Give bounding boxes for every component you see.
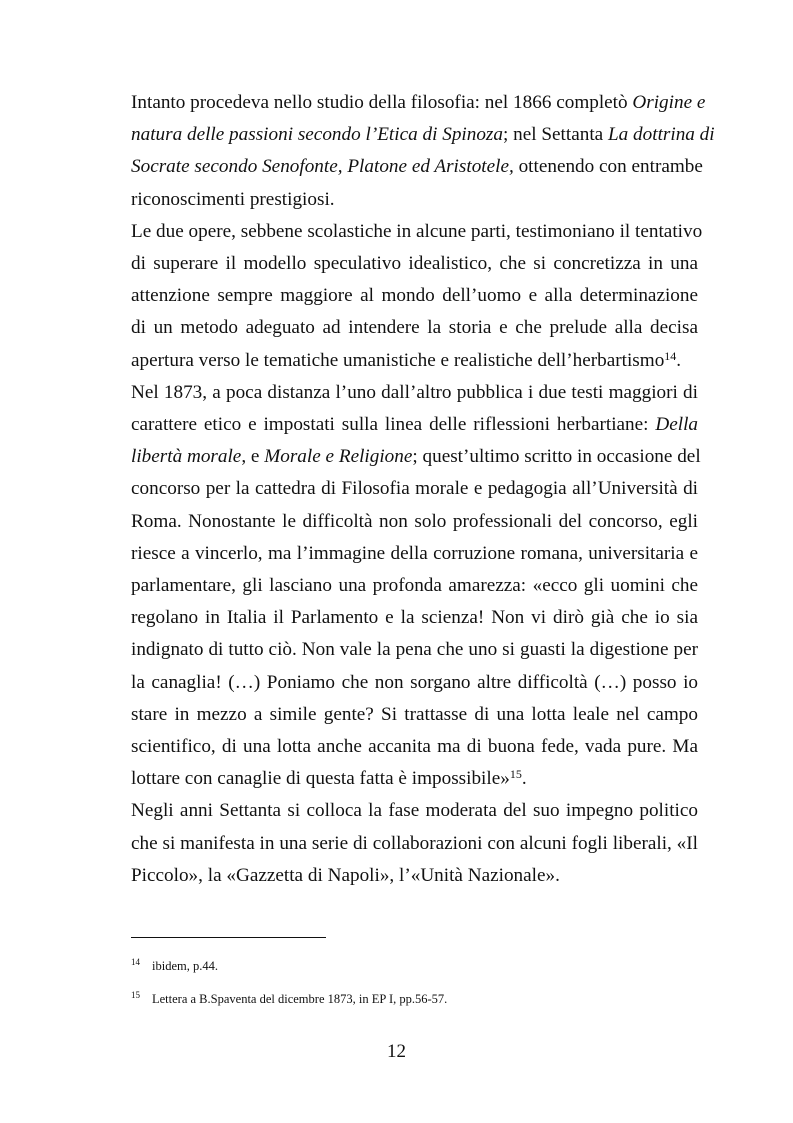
text-line [131, 349, 698, 373]
text-segment: la canaglia! (…) Poniamo che non sorgano altre difficoltà (…) posso io [131, 671, 698, 693]
text-line [131, 316, 698, 340]
italic-title: Origine e [632, 92, 706, 113]
text-line [131, 284, 698, 308]
text-segment: . [676, 349, 682, 371]
footnote-text: Lettera a B.Spaventa del dicembre 1873, in EP I, pp.56-57. [152, 992, 448, 1006]
text-segment: che si manifesta in una serie di collaborazioni con alcuni fogli liberali, «Il [131, 832, 698, 854]
text-segment: attenzione sempre maggiore al mondo dell’uomo e alla determinazione [131, 285, 698, 307]
text-segment: ottenendo con entrambe [513, 156, 703, 178]
text-segment: stare in mezzo a simile gente? Si trattasse di una lotta leale nel campo [131, 703, 698, 725]
footnote-separator [131, 937, 326, 938]
italic-title: libertà morale [131, 446, 242, 468]
italic-title: Della [655, 414, 698, 435]
text-segment: riesce a vincerlo, ma l’immagine della corruzione romana, universitaria e [131, 542, 698, 564]
text-line [131, 381, 698, 405]
text-segment: ; nel Settanta [503, 124, 608, 146]
text-segment: di un metodo adeguato ad intendere la storia e che prelude alla decisa [131, 317, 698, 339]
footnote-number: 15 [131, 990, 140, 1000]
text-segment: lottare con canaglie di questa fatta è impossibile» [131, 768, 510, 790]
text-line [131, 799, 698, 823]
text-line [131, 252, 698, 276]
text-segment: scientifico, di una lotta anche accanita ma di buona fede, vada pure. Ma [131, 736, 698, 757]
footnote-15 [131, 991, 447, 1007]
text-line [131, 155, 703, 179]
text-line [131, 91, 706, 115]
text-line [131, 703, 698, 727]
footnote-reference: 14 [664, 348, 677, 363]
text-segment: ; quest’ultimo scritto in occasione del [412, 446, 701, 468]
text-segment: parlamentare, gli lasciano una profonda amarezza: «ecco gli uomini che [131, 575, 698, 596]
text-segment: di superare il modello speculativo idealistico, che si concretizza in una [131, 253, 698, 274]
text-line [131, 220, 703, 244]
text-line [131, 638, 698, 662]
text-segment: Intanto procedeva nello studio della filosofia: nel 1866 completò [131, 92, 633, 113]
text-line [131, 864, 698, 888]
text-segment: . [521, 768, 527, 790]
text-segment: riconoscimenti prestigiosi. [131, 188, 335, 210]
text-segment: carattere etico e impostati sulla linea delle riflessioni herbartiane: [131, 414, 656, 435]
text-line [131, 123, 715, 147]
footnote-reference: 15 [509, 767, 522, 782]
text-line [131, 477, 698, 501]
footnote-text: ibidem, p.44. [152, 959, 218, 973]
text-line [131, 606, 698, 630]
page-number: 12 [387, 1041, 406, 1062]
italic-title: La dottrina di [607, 124, 715, 146]
text-line [131, 574, 698, 598]
italic-title: Morale e Religione [264, 446, 413, 468]
italic-title: natura delle passioni secondo l’Etica di Spinoza [131, 124, 503, 146]
italic-title: Socrate secondo Senofonte, Platone ed Aristotele, [131, 156, 514, 178]
text-line [131, 188, 698, 212]
footnote-number: 14 [131, 957, 140, 967]
text-segment: regolano in Italia il Parlamento e la scienza! Non vi dirò già che io sia [131, 607, 698, 629]
text-line [131, 767, 698, 791]
text-line [131, 832, 698, 856]
text-segment: Le due opere, sebbene scolastiche in alcune parti, testimoniano il tentativo [131, 220, 703, 242]
text-segment: Nel 1873, a poca distanza l’uno dall’altro pubblica i due testi maggiori di [131, 381, 698, 403]
text-segment: , e [241, 446, 265, 468]
text-segment: indignato di tutto ciò. Non vale la pena che uno si guasti la digestione per [131, 639, 698, 661]
text-line [131, 735, 698, 759]
text-line [131, 542, 698, 566]
text-line [131, 510, 698, 534]
text-segment: Negli anni Settanta si colloca la fase moderata del suo impegno politico [131, 800, 698, 822]
text-segment: Roma. Nonostante le difficoltà non solo professionali del concorso, egli [131, 510, 698, 532]
text-segment: apertura verso le tematiche umanistiche e realistiche dell’herbartismo [131, 349, 665, 371]
text-segment: concorso per la cattedra di Filosofia morale e pedagogia all’Università di [131, 478, 698, 500]
text-line [131, 445, 701, 469]
text-line [131, 413, 698, 437]
text-segment: Piccolo», la «Gazzetta di Napoli», l’«Unità Nazionale». [131, 864, 560, 886]
text-line [131, 671, 698, 695]
footnote-14 [131, 958, 218, 974]
